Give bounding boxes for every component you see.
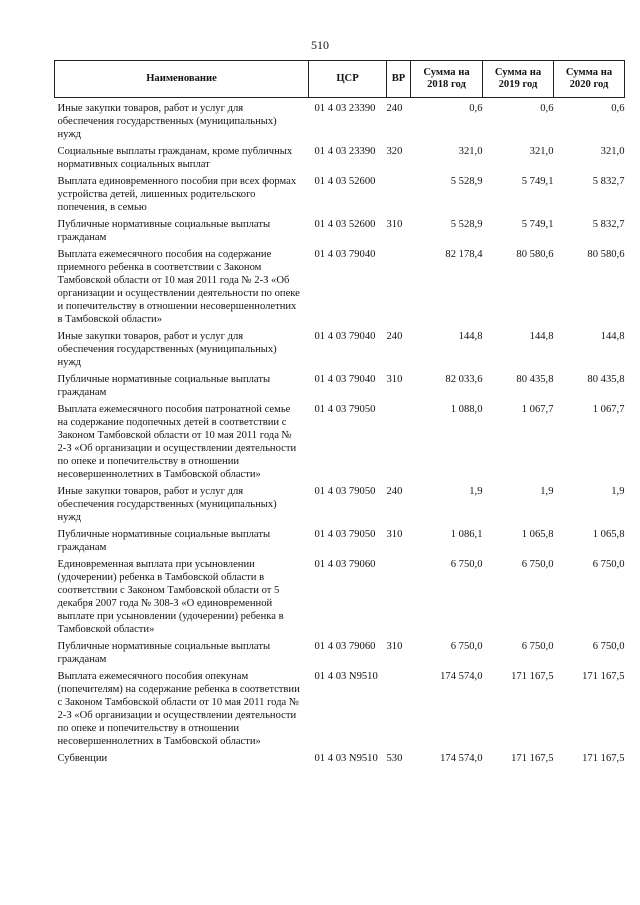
row-vr: 310 <box>386 529 403 540</box>
page-number: 510 <box>311 38 329 52</box>
row-sum-2018: 174 574,0 <box>440 753 483 764</box>
row-vr <box>387 666 411 748</box>
row-csr: 01 4 03 52600 <box>314 219 376 230</box>
row-sum-2019: 80 435,8 <box>516 374 554 385</box>
row-csr: 01 4 03 N9510 <box>314 753 378 764</box>
row-sum-2019: 5 749,1 <box>521 176 554 187</box>
row-csr: 01 4 03 79060 <box>314 559 376 570</box>
row-name: Иные закупки товаров, работ и услуг для обеспечения государственных (муниципальных) нужд <box>57 486 277 523</box>
row-sum-2018: 6 750,0 <box>450 559 483 570</box>
row-name: Выплата ежемесячного пособия опекунам (попечителям) на содержание ребенка в соответствии с Законом Тамбовской области от 10 мая 2011 года № 2-З «Об организации и осуществлении деятельности по опеке и попечительству в отношении несовершеннолетних в Тамбовской области» <box>57 671 300 747</box>
header-sum-2019: Сумма на 2019 год <box>483 61 554 98</box>
row-sum-2020: 5 832,7 <box>592 219 625 230</box>
row-sum-2018: 5 528,9 <box>450 176 483 187</box>
table-row <box>55 326 625 369</box>
table-row <box>55 171 625 214</box>
table-row <box>55 748 625 765</box>
row-sum-2020: 171 167,5 <box>582 753 625 764</box>
row-csr: 01 4 03 79050 <box>314 404 376 415</box>
table-row <box>55 244 625 326</box>
row-sum-2018: 82 033,6 <box>445 374 483 385</box>
table-row <box>55 98 625 142</box>
row-sum-2019: 1,9 <box>540 486 554 497</box>
row-vr <box>387 554 411 636</box>
table-row <box>55 369 625 399</box>
row-sum-2018: 6 750,0 <box>450 641 483 652</box>
row-name: Выплата единовременного пособия при всех формах устройства детей, лишенных родительского попечения, в семью <box>57 176 297 213</box>
row-name: Социальные выплаты гражданам, кроме публичных нормативных социальных выплат <box>57 146 293 170</box>
table-row <box>55 636 625 666</box>
row-sum-2018: 1,9 <box>469 486 483 497</box>
row-sum-2018: 82 178,4 <box>445 249 483 260</box>
row-vr: 310 <box>386 374 403 385</box>
row-sum-2019: 144,8 <box>529 331 554 342</box>
row-sum-2018: 0,6 <box>469 103 483 114</box>
row-sum-2019: 6 750,0 <box>521 641 554 652</box>
table-row <box>55 214 625 244</box>
row-sum-2020: 80 580,6 <box>587 249 625 260</box>
row-csr: 01 4 03 N9510 <box>314 671 378 682</box>
row-sum-2020: 6 750,0 <box>592 641 625 652</box>
header-sum-2018: Сумма на 2018 год <box>411 61 483 98</box>
row-name: Публичные нормативные социальные выплаты гражданам <box>57 374 271 398</box>
row-sum-2018: 5 528,9 <box>450 219 483 230</box>
row-csr: 01 4 03 23390 <box>314 103 376 114</box>
row-sum-2020: 1,9 <box>611 486 625 497</box>
row-name: Единовременная выплата при усыновлении (удочерении) ребенка в Тамбовской области в соответствии с Законом Тамбовской области от 5 декабря 2007 года № 308-З «О единовременной выплате при усыновлении (удочерении) ребенка в Тамбовской области» <box>57 559 284 635</box>
row-vr: 240 <box>386 486 403 497</box>
budget-table <box>54 60 625 765</box>
row-sum-2020: 321,0 <box>600 146 625 157</box>
row-sum-2019: 5 749,1 <box>521 219 554 230</box>
row-sum-2019: 1 065,8 <box>521 529 554 540</box>
row-name: Иные закупки товаров, работ и услуг для обеспечения государственных (муниципальных) нужд <box>57 103 277 140</box>
row-sum-2019: 0,6 <box>540 103 554 114</box>
table-header <box>55 61 625 98</box>
row-name: Публичные нормативные социальные выплаты гражданам <box>57 641 271 665</box>
table-row <box>55 666 625 748</box>
row-sum-2020: 144,8 <box>600 331 625 342</box>
row-csr: 01 4 03 79040 <box>314 374 376 385</box>
row-csr: 01 4 03 52600 <box>314 176 376 187</box>
row-sum-2018: 174 574,0 <box>440 671 483 682</box>
row-name: Публичные нормативные социальные выплаты гражданам <box>57 219 271 243</box>
row-vr: 310 <box>386 219 403 230</box>
header-vr: ВР <box>387 61 411 98</box>
table-row <box>55 141 625 171</box>
row-sum-2020: 0,6 <box>611 103 625 114</box>
row-name: Субвенции <box>57 753 108 764</box>
row-name: Публичные нормативные социальные выплаты гражданам <box>57 529 271 553</box>
row-sum-2018: 1 088,0 <box>450 404 483 415</box>
row-vr: 530 <box>386 753 403 764</box>
table-row <box>55 399 625 481</box>
row-sum-2019: 1 067,7 <box>521 404 554 415</box>
row-sum-2020: 80 435,8 <box>587 374 625 385</box>
row-sum-2020: 1 065,8 <box>592 529 625 540</box>
header-sum-2020: Сумма на 2020 год <box>554 61 625 98</box>
row-name: Иные закупки товаров, работ и услуг для обеспечения государственных (муниципальных) нужд <box>57 331 277 368</box>
row-sum-2018: 321,0 <box>458 146 483 157</box>
row-sum-2019: 80 580,6 <box>516 249 554 260</box>
row-vr: 310 <box>386 641 403 652</box>
row-csr: 01 4 03 79060 <box>314 641 376 652</box>
row-vr <box>387 399 411 481</box>
row-sum-2019: 321,0 <box>529 146 554 157</box>
row-name: Выплата ежемесячного пособия на содержание приемного ребенка в соответствии с Законом Тамбовской области от 10 мая 2011 года № 2-З «Об организации и осуществлении деятельности по опеке и попечительству в отношении несовершеннолетних в Тамбовской области» <box>57 249 300 325</box>
row-sum-2019: 171 167,5 <box>511 753 554 764</box>
row-vr <box>387 171 411 214</box>
row-sum-2019: 6 750,0 <box>521 559 554 570</box>
row-sum-2020: 5 832,7 <box>592 176 625 187</box>
row-vr: 320 <box>386 146 403 157</box>
row-vr <box>387 244 411 326</box>
row-sum-2020: 1 067,7 <box>592 404 625 415</box>
row-name: Выплата ежемесячного пособия патронатной семье на содержание подопечных детей в соответствии с Законом Тамбовской области от 10 мая 2011 года № 2-З «Об организации и осуществлении деятельности по опеке и попечительству в отношении несовершеннолетних в Тамбовской области» <box>57 404 297 480</box>
row-csr: 01 4 03 79050 <box>314 486 376 497</box>
row-csr: 01 4 03 79040 <box>314 249 376 260</box>
row-sum-2019: 171 167,5 <box>511 671 554 682</box>
table-row <box>55 481 625 524</box>
header-name: Наименование <box>55 61 309 98</box>
row-csr: 01 4 03 79050 <box>314 529 376 540</box>
row-sum-2018: 144,8 <box>458 331 483 342</box>
row-sum-2020: 171 167,5 <box>582 671 625 682</box>
row-vr: 240 <box>386 103 403 114</box>
row-sum-2018: 1 086,1 <box>450 529 483 540</box>
row-csr: 01 4 03 79040 <box>314 331 376 342</box>
row-csr: 01 4 03 23390 <box>314 146 376 157</box>
table-row <box>55 554 625 636</box>
header-csr: ЦСР <box>309 61 387 98</box>
row-vr: 240 <box>386 331 403 342</box>
row-sum-2020: 6 750,0 <box>592 559 625 570</box>
table-row <box>55 524 625 554</box>
